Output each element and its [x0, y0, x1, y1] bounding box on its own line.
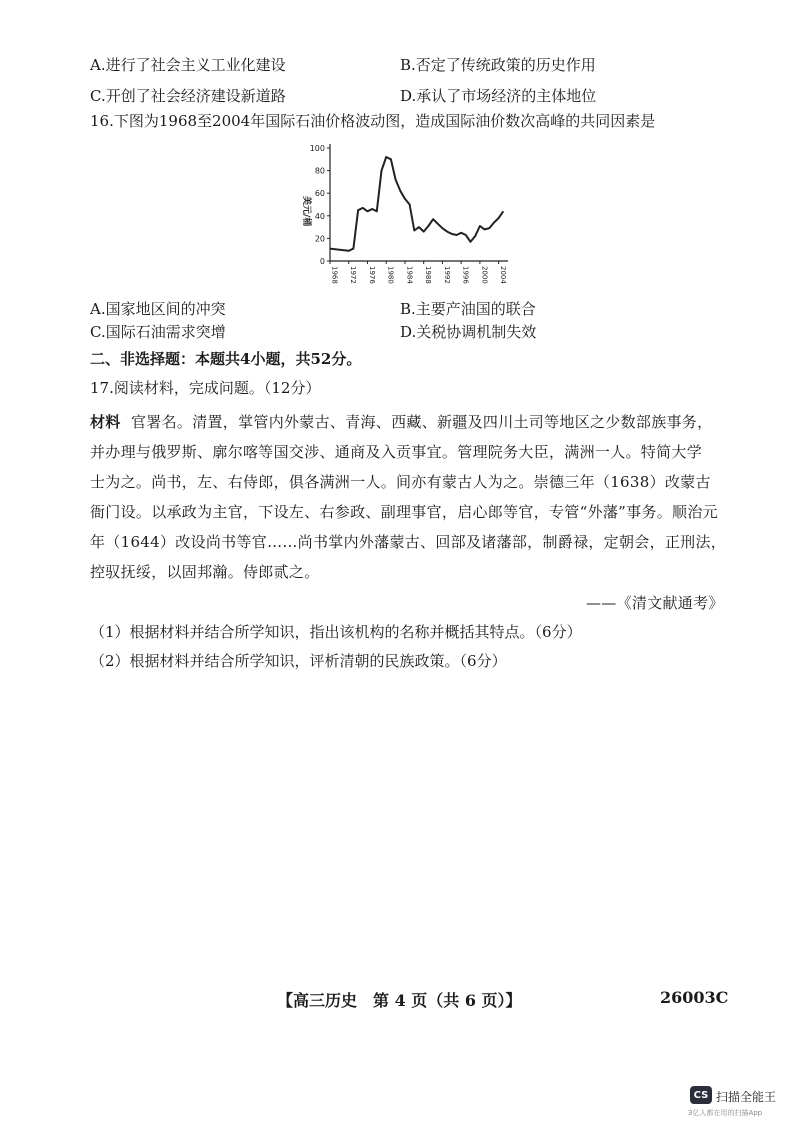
q15-option-b: B.否定了传统政策的历史作用 [400, 56, 596, 74]
material-line-3: 士为之。尚书，左、右侍郎，俱各满洲一人。间亦有蒙古人为之。崇德三年（1638）改蒙古 [90, 473, 711, 491]
q17-stem: 17.阅读材料，完成问题。（12分） [90, 379, 321, 397]
y-tick-label: 60 [314, 189, 325, 199]
material-line-6: 控驭抚绥，以固邦瀚。侍郎贰之。 [90, 563, 320, 581]
scanner-logo-icon: CS [690, 1086, 712, 1104]
x-tick-label: 2000 [480, 266, 489, 284]
q16-option-b: B.主要产油国的联合 [400, 300, 536, 318]
chart-y-label: 美元/桶 [301, 196, 311, 227]
material-line-4: 衙门设。以承政为主官，下设左、右参政、副理事官，启心郎等官，专管“外藩”事务。顺治元 [90, 503, 718, 521]
x-tick-label: 1968 [330, 266, 339, 284]
material-line-1: 官署名。清置，掌管内外蒙古、青海、西藏、新疆及四川土司等地区之少数部族事务， [131, 413, 713, 431]
q16-option-a: A.国家地区间的冲突 [90, 300, 226, 318]
y-tick-label: 20 [314, 234, 325, 244]
q16-stem: 16.下图为1968至2004年国际石油价格波动图，造成国际油价数次高峰的共同因素是 [90, 112, 656, 130]
q15-option-d: D.承认了市场经济的主体地位 [400, 87, 597, 105]
oil-price-chart [290, 138, 520, 290]
q17-sub1: （1）根据材料并结合所学知识，指出该机构的名称并概括其特点。（6分） [90, 623, 582, 641]
x-tick-label: 1992 [442, 266, 451, 284]
q16-option-c: C.国际石油需求突增 [90, 323, 226, 341]
material-label: 材料 [90, 413, 121, 431]
x-tick-label: 1984 [405, 266, 414, 284]
x-tick-label: 2004 [499, 266, 508, 284]
material-line-2: 并办理与俄罗斯、廓尔喀等国交涉、通商及入贡事宜。管理院务大臣，满洲一人。特简大学 [90, 443, 703, 461]
scanner-brand-tagline: 3亿人都在用的扫描App [688, 1109, 763, 1117]
y-tick-label: 0 [319, 257, 325, 266]
x-tick-label: 1972 [349, 266, 358, 284]
footer-page-label: 【高三历史 第 4 页（共 6 页）】 [277, 991, 522, 1010]
chart-axes [330, 144, 508, 261]
x-tick-label: 1988 [424, 266, 433, 284]
y-tick-label: 80 [314, 166, 325, 176]
material-source: ——《清文献通考》 [586, 594, 724, 612]
material-line-5: 年（1644）改设尚书等官……尚书掌内外藩蒙古、回部及诸藩部，制爵禄，定朝会，正刑法， [90, 533, 727, 551]
x-tick-label: 1996 [461, 266, 470, 284]
q17-sub2: （2）根据材料并结合所学知识，评析清朝的民族政策。（6分） [90, 652, 507, 670]
x-tick-label: 1980 [386, 266, 395, 284]
x-tick-label: 1976 [367, 266, 376, 284]
y-tick-label: 40 [314, 211, 325, 221]
oil-price-line [330, 157, 503, 251]
chart-x-ticks [330, 261, 507, 284]
footer-code: 26003C [660, 988, 729, 1007]
chart-y-ticks [310, 144, 330, 266]
y-tick-label: 100 [309, 144, 325, 153]
q16-option-d: D.关税协调机制失效 [400, 323, 537, 341]
scanner-brand-name: 扫描全能王 [716, 1090, 777, 1104]
q15-option-a: A.进行了社会主义工业化建设 [90, 56, 286, 74]
section2-heading: 二、非选择题：本题共4小题，共52分。 [90, 350, 362, 368]
q15-option-c: C.开创了社会经济建设新道路 [90, 87, 286, 105]
